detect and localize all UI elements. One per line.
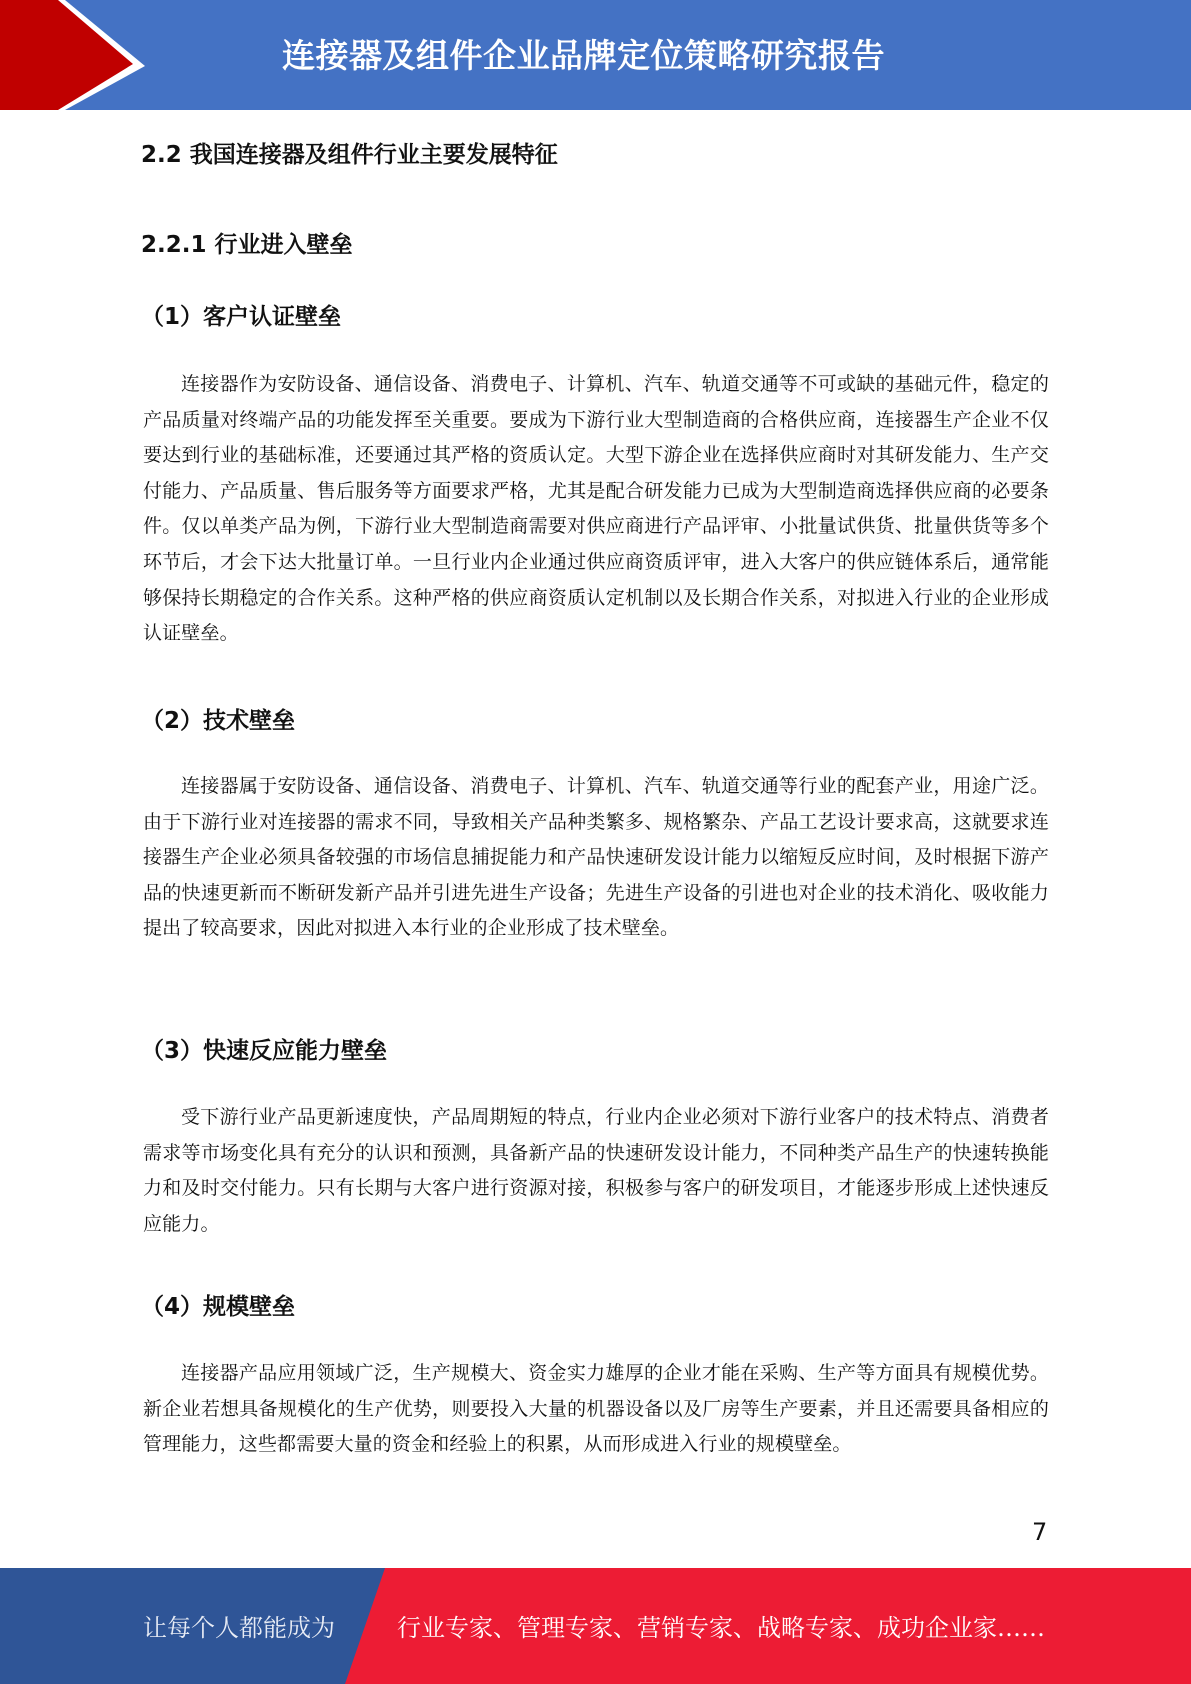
item-paragraph: 连接器产品应用领域广泛，生产规模大、资金实力雄厚的企业才能在采购、生产等方面具有规模优势。新企业若想具备规模化的生产优势，则要投入大量的机器设备以及厂房等生产要素，并且还需要具备相应的管理能力，这些都需要大量的资金和经验上的积累，从而形成进入行业的规模壁垒。 bbox=[143, 1362, 1049, 1456]
page-number: 7 bbox=[1032, 1518, 1048, 1546]
footer-slogan-left: 让每个人都能成为 bbox=[143, 1614, 335, 1642]
item-paragraph: 连接器作为安防设备、通信设备、消费电子、计算机、汽车、轨道交通等不可或缺的基础元件，稳定的产品质量对终端产品的功能发挥至关重要。要成为下游行业大型制造商的合格供应商，连接器生产企业不仅要达到行业的基础标准，还要通过其严格的资质认定。大型下游企业在选择供应商时对其研发能力、生产交付能力、产品质量、售后服务等方面要求严格，尤其是配合研发能力已成为大型制造商选择供应商的必要条件。仅以单类产品为例，下游行业大型制造商需要对供应商进行产品评审、小批量试供货、批量供货等多个环节后，才会下达大批量订单。一旦行业内企业通过供应商资质评审，进入大客户的供应链体系后，通常能够保持长期稳定的合作关系。这种严格的供应商资质认定机制以及长期合作关系，对拟进入行业的企业形成认证壁垒。 bbox=[143, 373, 1049, 645]
item-paragraph: 连接器属于安防设备、通信设备、消费电子、计算机、汽车、轨道交通等行业的配套产业，用途广泛。由于下游行业对连接器的需求不同，导致相关产品种类繁多、规格繁杂、产品工艺设计要求高，这就要求连接器生产企业必须具备较强的市场信息捕捉能力和产品快速研发设计能力以缩短反应时间，及时根据下游产品的快速更新而不断研发新产品并引进先进生产设备；先进生产设备的引进也对企业的技术消化、吸收能力提出了较高要求，因此对拟进入本行业的企业形成了技术壁垒。 bbox=[143, 775, 1049, 940]
section-heading: 2.2 我国连接器及组件行业主要发展特征 bbox=[141, 142, 558, 168]
page-header bbox=[0, 0, 1191, 110]
item-heading: （3）快速反应能力壁垒 bbox=[141, 1038, 388, 1064]
item-heading: （1）客户认证壁垒 bbox=[141, 304, 342, 330]
page-footer bbox=[0, 1568, 1191, 1684]
chevron-decoration-icon bbox=[0, 0, 160, 110]
report-title: 连接器及组件企业品牌定位策略研究报告 bbox=[282, 36, 885, 75]
footer-slogan-right: 行业专家、管理专家、营销专家、战略专家、成功企业家…… bbox=[397, 1614, 1045, 1642]
item-heading: （4）规模壁垒 bbox=[141, 1294, 296, 1320]
item-heading: （2）技术壁垒 bbox=[141, 708, 296, 734]
item-paragraph: 受下游行业产品更新速度快，产品周期短的特点，行业内企业必须对下游行业客户的技术特点、消费者需求等市场变化具有充分的认识和预测，具备新产品的快速研发设计能力，不同种类产品生产的快速转换能力和及时交付能力。只有长期与大客户进行资源对接，积极参与客户的研发项目，才能逐步形成上述快速反应能力。 bbox=[143, 1106, 1049, 1235]
subsection-heading: 2.2.1 行业进入壁垒 bbox=[141, 232, 353, 258]
